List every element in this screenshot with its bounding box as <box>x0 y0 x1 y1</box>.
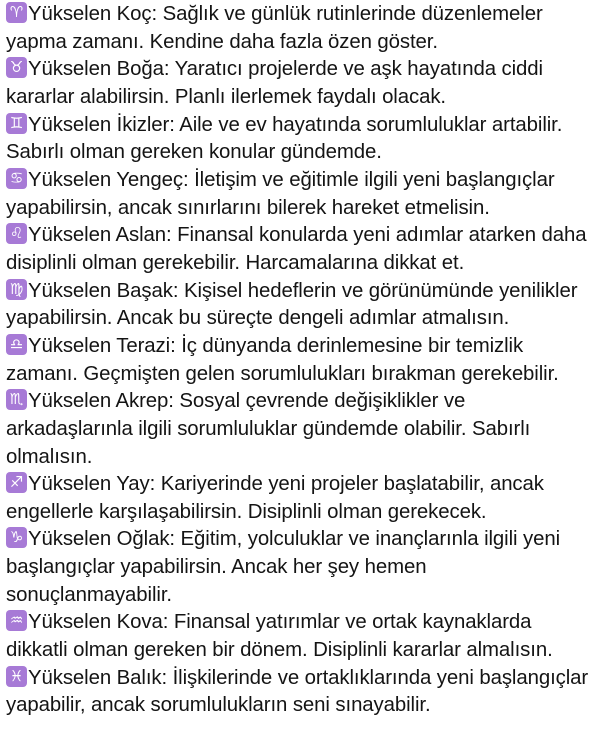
cancer-icon: ♋ <box>6 168 27 189</box>
entry-libra <box>6 333 596 388</box>
scorpio-icon: ♏ <box>6 389 27 410</box>
leo-icon: ♌ <box>6 223 27 244</box>
entry-text: Yükselen Aslan: Finansal konularda yeni adımlar atarken daha disiplinli olman gerekebilir. Harcamalarına dikkat et. <box>6 224 587 274</box>
entry-capricorn <box>6 526 596 609</box>
entry-aquarius <box>6 609 596 664</box>
taurus-icon: ♉ <box>6 57 27 78</box>
entry-sagittarius <box>6 471 596 526</box>
entry-text: Yükselen Yay: Kariyerinde yeni projeler başlatabilir, ancak engellerle karşılaşabilirsin. Disiplinli olman gerekecek. <box>6 473 544 523</box>
entry-text: Yükselen Terazi: İç dünyanda derinlemesine bir temizlik zamanı. Geçmişten gelen sorumlulukları bırakman gerekebilir. <box>6 334 559 385</box>
entry-gemini <box>6 112 596 167</box>
entry-text: Yükselen Balık: İlişkilerinde ve ortaklıklarında yeni başlangıçlar yapabilir, ancak sorumlulukların seni sınayabilir. <box>6 666 589 717</box>
entry-text: Yükselen Başak: Kişisel hedeflerin ve görünümünde yenilikler yapabilirsin. Ancak bu süreçte dengeli adımlar atmalısın. <box>6 279 578 330</box>
entry-cancer <box>6 167 596 222</box>
aquarius-icon: ♒ <box>6 610 27 631</box>
horoscope-list <box>6 1 596 720</box>
entry-text: Yükselen Akrep: Sosyal çevrende değişiklikler ve arkadaşlarınla ilgili sorumluluklar gündemde olabilir. Sabırlı olmalısın. <box>6 390 531 468</box>
entry-scorpio <box>6 388 596 471</box>
aries-icon: ♈ <box>6 2 27 23</box>
entry-leo <box>6 222 596 277</box>
pisces-icon: ♓ <box>6 666 27 687</box>
entry-text: Yükselen Oğlak: Eğitim, yolculuklar ve inançlarınla ilgili yeni başlangıçlar yapabilirsin. Ancak her şey hemen sonuçlanmayabilir. <box>6 528 561 606</box>
sagittarius-icon: ♐ <box>6 472 27 493</box>
entry-text: Yükselen Yengeç: İletişim ve eğitimle ilgili yeni başlangıçlar yapabilirsin, ancak sınırlarını bilerek hareket etmelisin. <box>6 168 555 219</box>
entry-text: Yükselen Koç: Sağlık ve günlük rutinlerinde düzenlemeler yapma zamanı. Kendine daha fazla özen göster. <box>6 3 543 53</box>
gemini-icon: ♊ <box>6 113 27 134</box>
entry-text: Yükselen İkizler: Aile ve ev hayatında sorumluluklar artabilir. Sabırlı olman gereken konular gündemde. <box>6 113 563 164</box>
libra-icon: ♎ <box>6 334 27 355</box>
entry-text: Yükselen Kova: Finansal yatırımlar ve ortak kaynaklarda dikkatli olman gereken bir dönem. Disiplinli kararlar almalısın. <box>6 611 553 662</box>
entry-virgo <box>6 278 596 333</box>
virgo-icon: ♍ <box>6 279 27 300</box>
entry-pisces <box>6 665 596 720</box>
entry-text: Yükselen Boğa: Yaratıcı projelerde ve aşk hayatında ciddi kararlar alabilirsin. Planlı ilerlemek faydalı olacak. <box>6 58 543 108</box>
capricorn-icon: ♑ <box>6 527 27 548</box>
entry-aries <box>6 1 596 56</box>
entry-taurus <box>6 56 596 111</box>
